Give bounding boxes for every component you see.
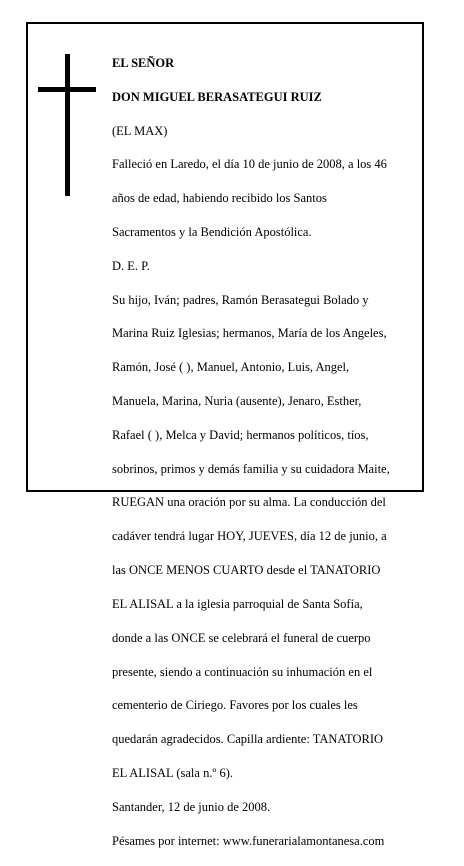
condolences-line: Pésames por internet: www.funerarialamontanesa.com [112, 833, 385, 848]
body-line: Manuela, Marina, Nuria (ausente), Jenaro, Esther, [112, 394, 362, 409]
nickname: (EL MAX) [112, 123, 168, 138]
cross-icon [38, 54, 96, 196]
body-line: Rafael ( ), Melca y David; hermanos políticos, tíos, [112, 427, 369, 442]
rip-line: D. E. P. [112, 258, 150, 273]
body-line: Falleció en Laredo, el día 10 de junio de 2008, a los 46 [112, 157, 387, 172]
body-line: presente, siendo a continuación su inhumación en el [112, 664, 373, 679]
body-line: Marina Ruiz Iglesias; hermanos, María de los Angeles, [112, 326, 387, 341]
body-line: EL ALISAL (sala n.º 6). [112, 765, 233, 780]
body-line: cementerio de Ciriego. Favores por los cuales les [112, 698, 358, 713]
body-line: Ramón, José ( ), Manuel, Antonio, Luis, Angel, [112, 360, 350, 375]
body-line: las ONCE MENOS CUARTO desde el TANATORIO [112, 563, 381, 578]
body-line: EL ALISAL a la iglesia parroquial de Santa Sofía, [112, 596, 363, 611]
body-line: Sacramentos y la Bendición Apostólica. [112, 224, 312, 239]
title-line-1: EL SEÑOR [112, 55, 175, 70]
body-line: Su hijo, Iván; padres, Ramón Berasategui Bolado y [112, 292, 369, 307]
date-line: Santander, 12 de junio de 2008. [112, 799, 271, 814]
body-line: quedarán agradecidos. Capilla ardiente: TANATORIO [112, 732, 384, 747]
body-line: años de edad, habiendo recibido los Santos [112, 191, 327, 206]
obituary-text [112, 38, 418, 866]
body-line: RUEGAN una oración por su alma. La conducción del [112, 495, 386, 510]
body-line: sobrinos, primos y demás familia y su cuidadora Maite, [112, 461, 390, 476]
body-line: cadáver tendrá lugar HOY, JUEVES, día 12 de junio, a [112, 529, 387, 544]
body-line: donde a las ONCE se celebrará el funeral de cuerpo [112, 630, 371, 645]
cross-horizontal-bar [38, 87, 96, 92]
cross-vertical-bar [65, 54, 70, 196]
title-line-2: DON MIGUEL BERASATEGUI RUIZ [112, 89, 322, 104]
